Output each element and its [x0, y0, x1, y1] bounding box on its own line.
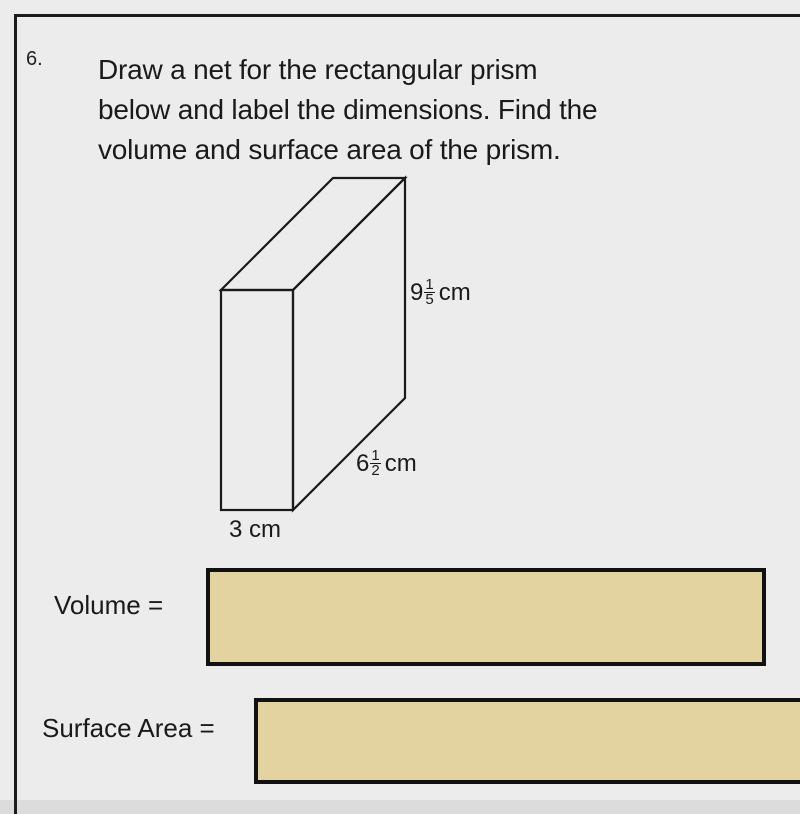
surface-area-answer-input[interactable] [254, 698, 800, 784]
height-dimension-label: 9 $\frac{1}{5}$ cm [410, 276, 471, 308]
question-number: 6. [26, 48, 43, 70]
prompt-line-2: below and label the dimensions. Find the [98, 94, 598, 125]
depth-dimension-label: 6 $\frac{1}{2}$ cm [356, 447, 417, 479]
depth-fraction: $\frac{1}{2}$ [371, 447, 380, 479]
prism-front-face [221, 290, 293, 510]
height-fraction: $\frac{1}{5}$ [425, 276, 434, 308]
volume-label: Volume = [54, 590, 164, 620]
width-dimension-label: 3 cm [229, 516, 282, 543]
volume-answer-input[interactable] [206, 568, 766, 666]
surface-area-label: Surface Area = [42, 713, 215, 743]
prompt-line-1: Draw a net for the rectangular prism [98, 54, 538, 85]
prism-top-face [221, 178, 405, 290]
prompt-line-3: volume and surface area of the prism. [98, 134, 561, 165]
